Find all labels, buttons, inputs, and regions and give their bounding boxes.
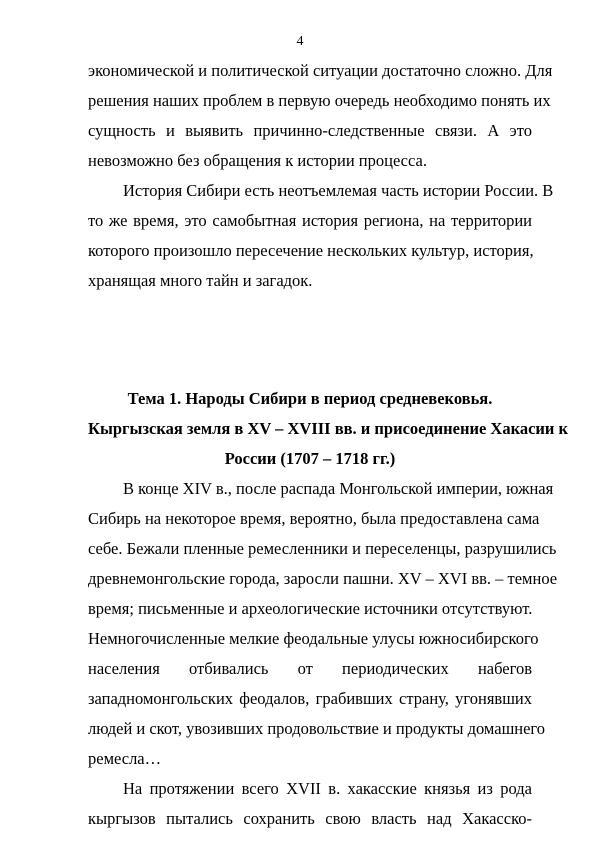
page-content	[88, 56, 569, 834]
text-line: людей и скот, увозивших продовольствие и продукты домашнего	[88, 719, 546, 738]
text-line: История Сибири есть неотъемлемая часть истории России. В	[123, 181, 554, 200]
section-paragraph-1	[88, 474, 558, 774]
text-line: Немногочисленные мелкие феодальные улусы южносибирского	[88, 629, 539, 648]
text-line: экономической и политической ситуации достаточно сложно. Для	[88, 61, 553, 80]
text-line: себе. Бежали пленные ремесленники и переселенцы, разрушились	[88, 539, 557, 558]
text-line: Сибирь на некоторое время, вероятно, была предоставлена сама	[88, 509, 540, 528]
text-line: которого произошло пересечение нескольких культур, история,	[88, 241, 534, 260]
section-title	[88, 384, 569, 474]
text-line: западномонгольских феодалов, грабивших страну, угонявших	[88, 689, 532, 708]
title-line: Тема 1. Народы Сибири в период средневековья.	[127, 389, 493, 408]
text-line: В конце XIV в., после распада Монгольской империи, южная	[123, 479, 554, 498]
intro-paragraph-1	[88, 56, 553, 176]
text-line: невозможно без обращения к истории процесса.	[88, 151, 427, 170]
intro-paragraph-2	[88, 176, 554, 296]
text-line: населения отбивались от периодических набегов	[88, 659, 532, 678]
text-line: то же время, это самобытная история региона, на территории	[88, 211, 532, 230]
text-line: решения наших проблем в первую очередь необходимо понять их	[88, 91, 551, 110]
text-line: хранящая много тайн и загадок.	[88, 271, 313, 290]
text-line: ремесла…	[88, 749, 162, 768]
title-line: России (1707 – 1718 гг.)	[224, 449, 396, 468]
text-line: время; письменные и археологические источники отсутствуют.	[88, 599, 533, 618]
text-line: древнемонгольские города, заросли пашни. XV – XVI вв. – темное	[88, 569, 558, 588]
text-line: кыргызов пытались сохранить свою власть над Хакасско-	[88, 809, 532, 828]
text-line: сущность и выявить причинно-следственные связи. А это	[88, 121, 532, 140]
title-line: Кыргызская земля в XV – XVIII вв. и присоединение Хакасии к	[88, 419, 569, 438]
section-paragraph-2	[88, 774, 532, 834]
page-number: 4	[296, 34, 304, 49]
section-spacer	[88, 296, 532, 384]
text-line: На протяжении всего XVII в. хакасские князья из рода	[123, 779, 532, 798]
